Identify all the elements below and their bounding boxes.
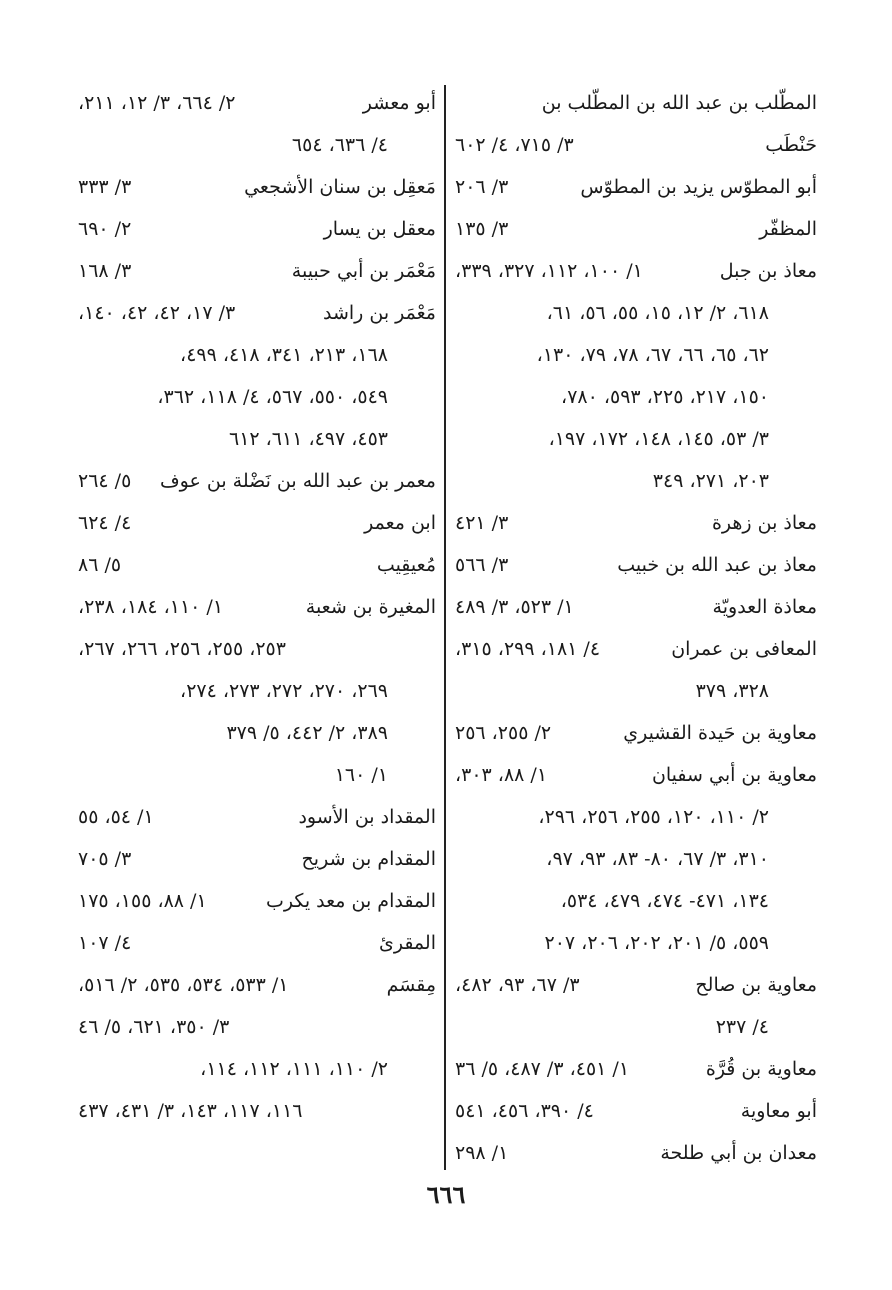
index-continuation: ٦١٨، ٢/ ١٢، ١٥، ٥٥، ٥٦، ٦١، (546, 302, 769, 324)
index-continuation: ٤/ ٦٣٦، ٦٥٤ (291, 134, 388, 156)
index-entry: معقل بن يسار ٢/ ٦٩٠ (78, 218, 436, 240)
index-continuation: ٥٤٩، ٥٥٠، ٥٦٧، ٤/ ١١٨، ٣٦٢، (157, 386, 388, 408)
column-divider (444, 85, 446, 1170)
index-continuation (78, 1132, 436, 1174)
index-continuation: ٢/ ١١٠، ١١١، ١١٢، ١١٤، (200, 1058, 388, 1080)
index-entry: معاوية بن صالح ٣/ ٦٧، ٩٣، ٤٨٢، (455, 974, 817, 996)
index-continuation: ١٦٨، ٢١٣، ٣٤١، ٤١٨، ٤٩٩، (180, 344, 388, 366)
index-continuation: ١٣٤، ٤٧١- ٤٧٤، ٤٧٩، ٥٣٤، (560, 890, 769, 912)
index-entry: المقدام بن شريح ٣/ ٧٠٥ (78, 848, 436, 870)
index-entry: أبو المطوّس يزيد بن المطوّس ٣/ ٢٠٦ (455, 176, 817, 198)
index-entry: معاذ بن زهرة ٣/ ٤٢١ (455, 512, 817, 534)
index-continuation: ٣٨٩، ٢/ ٤٤٢، ٥/ ٣٧٩ (226, 722, 388, 744)
index-entry: أبو معاوية ٤/ ٣٩٠، ٤٥٦، ٥٤١ (455, 1100, 817, 1122)
index-entry: المظفّر ٣/ ١٣٥ (455, 218, 817, 240)
index-entry: معاوية بن قُرَّة ١/ ٤٥١، ٣/ ٤٨٧، ٥/ ٣٦ (455, 1058, 817, 1080)
index-entry: مَعْمَر بن راشد ٣/ ١٧، ٤٢، ٤٢، ١٤٠، (78, 302, 436, 324)
index-continuation: ٣/ ٥٣، ١٤٥، ١٤٨، ١٧٢، ١٩٧، (548, 428, 769, 450)
index-continuation: ٢/ ١١٠، ١٢٠، ٢٥٥، ٢٥٦، ٢٩٦، (538, 806, 769, 828)
index-continuation: ٤/ ٢٣٧ (715, 1016, 769, 1038)
index-entry: معاذ بن عبد الله بن خبيب ٣/ ٥٦٦ (455, 554, 817, 576)
index-entry: معمر بن عبد الله بن نَضْلة بن عوف ٥/ ٢٦٤ (78, 470, 436, 492)
page-number: ٦٦٦ (426, 1180, 466, 1209)
index-continuation: ٣٢٨، ٣٧٩ (695, 680, 769, 702)
index-continuation: ١٥٠، ٢١٧، ٢٢٥، ٥٩٣، ٧٨٠، (561, 386, 769, 408)
index-entry: مَعْمَر بن أبي حبيبة ٣/ ١٦٨ (78, 260, 436, 282)
index-continuation: ٢٠٣، ٢٧١، ٣٤٩ (652, 470, 769, 492)
index-entry: المقداد بن الأسود ١/ ٥٤، ٥٥ (78, 806, 436, 828)
index-entry: ابن معمر ٤/ ٦٢٤ (78, 512, 436, 534)
index-entry: معدان بن أبي طلحة ١/ ٢٩٨ (455, 1142, 817, 1164)
index-entry: المقدام بن معد يكرب ١/ ٨٨، ١٥٥، ١٧٥ (78, 890, 436, 912)
index-continuation: ٤٥٣، ٤٩٧، ٦١١، ٦١٢ (228, 428, 388, 450)
index-entry: المطّلب بن عبد الله بن المطّلب بن (541, 92, 817, 114)
index-entry: ٣/ ٣٥٠، ٦٢١، ٥/ ٤٦ (78, 1016, 230, 1038)
index-entry: معاوية بن أبي سفيان ١/ ٨٨، ٣٠٣، (455, 764, 817, 786)
index-entry: المغيرة بن شعبة ١/ ١١٠، ١٨٤، ٢٣٨، (78, 596, 436, 618)
index-entry: معاوية بن حَيدة القشيري ٢/ ٢٥٥، ٢٥٦ (455, 722, 817, 744)
index-entry: مُعيقِيب ٥/ ٨٦ (78, 554, 436, 576)
index-continuation: ٢٦٩، ٢٧٠، ٢٧٢، ٢٧٣، ٢٧٤، (180, 680, 388, 702)
index-entry: معاذ بن جبل ١/ ١٠٠، ١١٢، ٣٢٧، ٣٣٩، (455, 260, 817, 282)
index-entry: أبو معشر ٢/ ٦٦٤، ٣/ ١٢، ٢١١، (78, 92, 436, 114)
index-entry: ٢٥٣، ٢٥٥، ٢٥٦، ٢٦٦، ٢٦٧، (78, 638, 286, 660)
index-continuation: ٦٢، ٦٥، ٦٦، ٦٧، ٧٨، ٧٩، ١٣٠، (536, 344, 769, 366)
right-column (455, 82, 817, 1174)
index-entry: حَنْطَب ٣/ ٧١٥، ٤/ ٦٠٢ (455, 134, 817, 156)
index-entry: المعافى بن عمران ٤/ ١٨١، ٢٩٩، ٣١٥، (455, 638, 817, 660)
index-entry: ١١٦، ١١٧، ١٤٣، ٣/ ٤٣١، ٤٣٧ (78, 1100, 303, 1122)
index-entry: المقرئ ٤/ ١٠٧ (78, 932, 436, 954)
left-column (78, 82, 436, 1174)
index-entry: مَعقِل بن سنان الأشجعي ٣/ ٣٣٣ (78, 176, 436, 198)
index-entry: معاذة العدويّة ١/ ٥٢٣، ٣/ ٤٨٩ (455, 596, 817, 618)
index-continuation: ٥٥٩، ٥/ ٢٠١، ٢٠٢، ٢٠٦، ٢٠٧ (544, 932, 769, 954)
index-entry: مِقسَم ١/ ٥٣٣، ٥٣٤، ٥٣٥، ٢/ ٥١٦، (78, 974, 436, 996)
index-continuation: ٣١٠، ٣/ ٦٧، ٨٠- ٨٣، ٩٣، ٩٧، (546, 848, 769, 870)
index-continuation: ١/ ١٦٠ (334, 764, 388, 786)
